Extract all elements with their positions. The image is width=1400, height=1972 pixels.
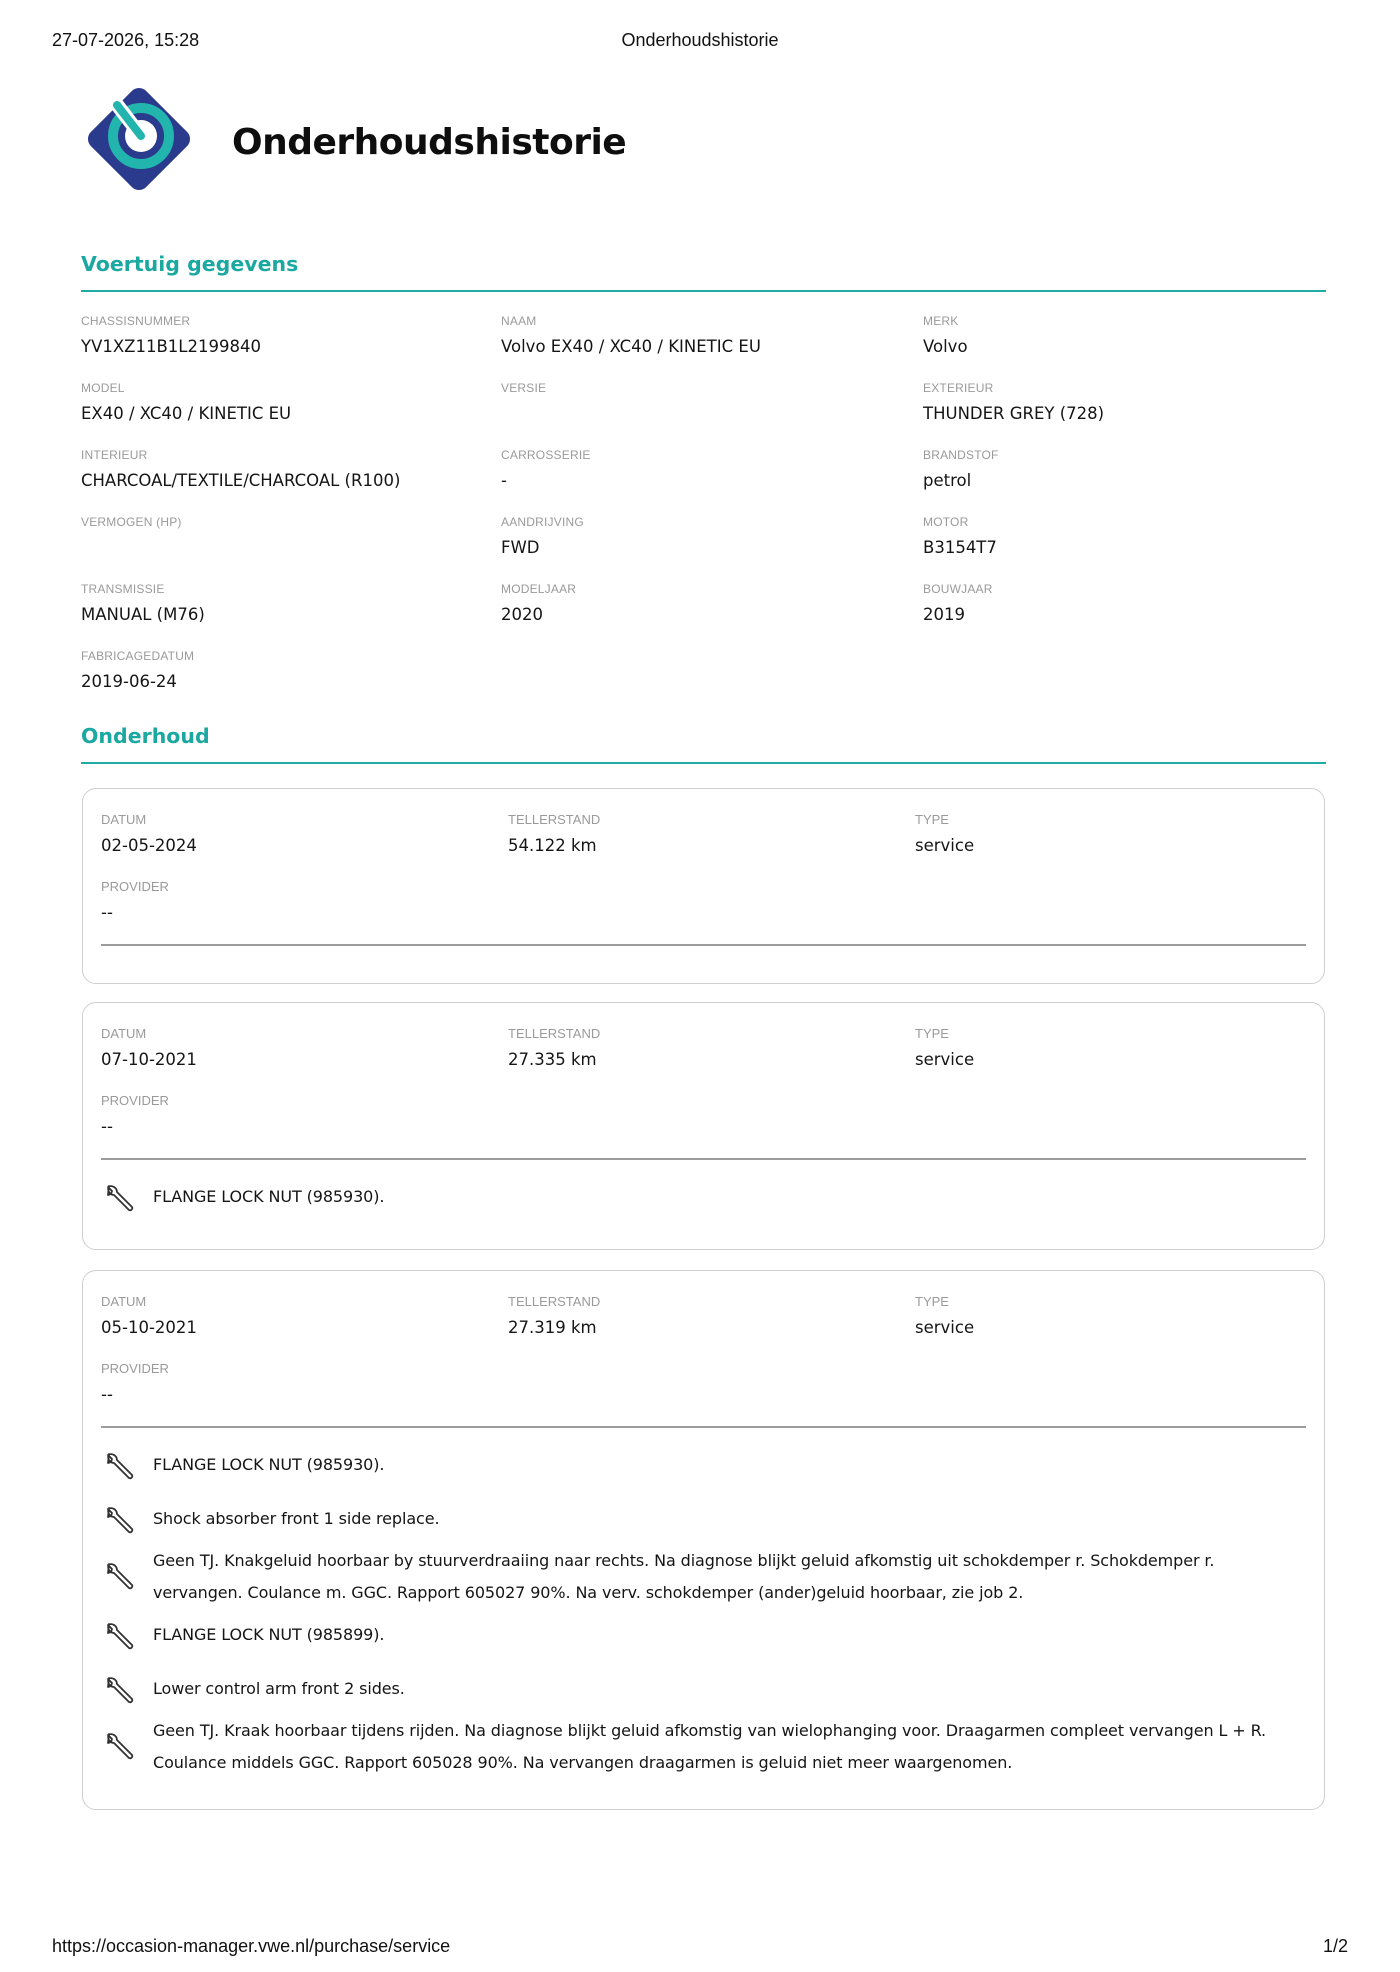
field-label: INTERIEUR [81,448,148,462]
vehicle-field-model [81,380,481,426]
field-label: TELLERSTAND [508,1294,601,1309]
vehicle-field-brandstof [923,447,1323,493]
field-label: NAAM [501,314,537,328]
field-label: TYPE [915,1294,949,1309]
field-value: YV1XZ11B1L2199840 [81,337,261,356]
field-label: BRANDSTOF [923,448,999,462]
page-number: 1/2 [1322,1936,1348,1956]
job-description: Shock absorber front 1 side replace. [153,1509,440,1528]
vehicle-field-merk [923,313,1323,359]
field-label: MOTOR [923,515,969,529]
field-value: B3154T7 [923,538,997,557]
field-value: petrol [923,471,972,490]
vehicle-field-bouwjaar [923,581,1323,627]
field-value: 07-10-2021 [101,1050,197,1069]
field-label: PROVIDER [101,879,169,894]
record-provider [101,1092,481,1139]
field-label: FABRICAGEDATUM [81,649,195,663]
job-description: FLANGE LOCK NUT (985930). [153,1187,385,1206]
maintenance-record [82,1270,1325,1810]
field-value: service [915,836,975,855]
field-value: 27.335 km [508,1050,597,1069]
job-item [103,1449,1284,1481]
field-label: CARROSSERIE [501,448,591,462]
field-value: 2019-06-24 [81,672,177,691]
record-type [915,1293,1295,1340]
record-type [915,811,1295,858]
field-label: DATUM [101,1026,147,1041]
field-label: BOUWJAAR [923,582,993,596]
field-label: PROVIDER [101,1093,169,1108]
field-value: THUNDER GREY (728) [923,404,1105,423]
job-description: FLANGE LOCK NUT (985899). [153,1625,385,1644]
maintenance-section-title: Onderhoud [81,724,210,748]
wrench-icon [103,1503,137,1537]
record-divider [101,1158,1306,1160]
field-value: 2020 [501,605,543,624]
job-item [103,1181,1284,1213]
vehicle-field-exterieur [923,380,1323,426]
field-value: -- [101,1117,113,1136]
field-value: -- [101,1385,113,1404]
wrench-icon [103,1449,137,1483]
field-label: TELLERSTAND [508,1026,601,1041]
record-datum [101,1025,481,1072]
field-value: 27.319 km [508,1318,597,1337]
field-label: TELLERSTAND [508,812,601,827]
record-divider [101,1426,1306,1428]
field-label: AANDRIJVING [501,515,584,529]
print-header-title: Onderhoudshistorie [621,30,779,50]
brand-logo-icon [80,80,198,198]
field-value: MANUAL (M76) [81,605,205,624]
record-type [915,1025,1295,1072]
print-datetime: 27-07-2026, 15:28 [52,30,200,50]
record-provider [101,1360,481,1407]
field-label: TYPE [915,812,949,827]
job-description: FLANGE LOCK NUT (985930). [153,1455,385,1474]
vehicle-field-versie [501,380,901,426]
field-value: CHARCOAL/TEXTILE/CHARCOAL (R100) [81,471,401,490]
job-item [103,1715,1284,1779]
vehicle-field-fabricagedatum [81,648,481,694]
field-value: Volvo EX40 / XC40 / KINETIC EU [501,337,761,356]
vehicle-section-divider [81,290,1326,292]
maintenance-record [82,788,1325,984]
print-header [52,30,1348,56]
field-value: service [915,1318,975,1337]
field-label: TRANSMISSIE [81,582,165,596]
vehicle-field-naam [501,313,901,359]
vehicle-field-vermogen [81,514,481,560]
field-label: EXTERIEUR [923,381,994,395]
field-label: VERSIE [501,381,547,395]
wrench-icon [103,1729,137,1763]
wrench-icon [103,1559,137,1593]
record-datum [101,1293,481,1340]
record-divider [101,944,1306,946]
maintenance-record [82,1002,1325,1250]
field-value [501,402,901,426]
job-description: Geen TJ. Knakgeluid hoorbaar by stuurverdraaiing naar rechts. Na diagnose blijkt geluid afkomstig uit schokdemper r. Schokdemper r. vervangen. Coulance m. GGC. Rapport 605027 90%. Na verv. schokdemper (ander)geluid hoorbaar, zie job 2. [153,1551,1215,1602]
field-label: MERK [923,314,959,328]
wrench-icon [103,1181,137,1215]
vehicle-field-carrosserie [501,447,901,493]
print-footer [52,1936,1348,1962]
job-item [103,1673,1284,1705]
field-value: Volvo [923,337,968,356]
job-item [103,1503,1284,1535]
vehicle-field-transmissie [81,581,481,627]
vehicle-field-motor [923,514,1323,560]
field-label: VERMOGEN (HP) [81,515,182,529]
maintenance-section-divider [81,762,1326,764]
vehicle-section-title: Voertuig gegevens [81,252,299,276]
vehicle-field-aandrijving [501,514,901,560]
field-label: CHASSISNUMMER [81,314,191,328]
wrench-icon [103,1673,137,1707]
field-label: DATUM [101,812,147,827]
field-value [81,536,481,560]
job-item [103,1619,1284,1651]
field-label: MODELJAAR [501,582,577,596]
job-description: Geen TJ. Kraak hoorbaar tijdens rijden. Na diagnose blijkt geluid afkomstig van wielophanging voor. Draagarmen compleet vervangen L + R. Coulance middels GGC. Rapport 605028 90%. Na vervangen draagarmen is geluid niet meer waargenomen. [153,1721,1267,1772]
field-value: FWD [501,538,540,557]
page-title: Onderhoudshistorie [232,122,627,163]
print-url: https://occasion-manager.vwe.nl/purchase/service [52,1936,451,1956]
vehicle-field-chassisnummer [81,313,481,359]
field-value: 2019 [923,605,965,624]
field-value: 02-05-2024 [101,836,197,855]
record-tellerstand [508,1025,888,1072]
field-label: MODEL [81,381,125,395]
field-value: -- [101,903,113,922]
field-label: PROVIDER [101,1361,169,1376]
field-value: - [501,471,507,490]
field-value: EX40 / XC40 / KINETIC EU [81,404,292,423]
job-description: Lower control arm front 2 sides. [153,1679,405,1698]
vehicle-field-modeljaar [501,581,901,627]
field-value: service [915,1050,975,1069]
field-label: TYPE [915,1026,949,1041]
record-provider [101,878,481,925]
field-label: DATUM [101,1294,147,1309]
record-tellerstand [508,1293,888,1340]
job-item [103,1545,1284,1609]
field-value: 05-10-2021 [101,1318,197,1337]
wrench-icon [103,1619,137,1653]
field-value: 54.122 km [508,836,597,855]
record-tellerstand [508,811,888,858]
record-datum [101,811,481,858]
vehicle-field-interieur [81,447,481,493]
